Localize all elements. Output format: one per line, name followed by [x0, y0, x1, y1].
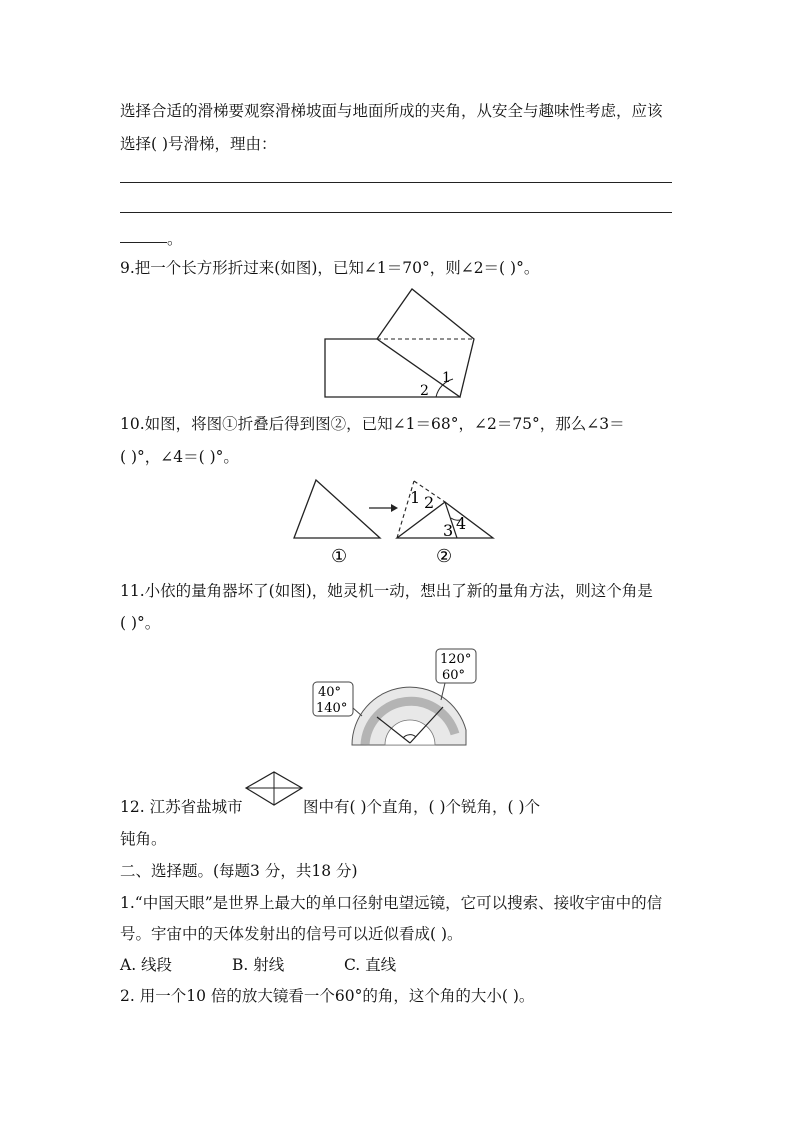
q10-angle-label-4: 4 [456, 514, 467, 533]
q10-angle-label-2: 2 [424, 493, 435, 512]
slide-question-line-1: 选择合适的滑梯要观察滑梯坡面与地面所成的夹角，从安全与趣味性考虑，应该 [120, 102, 663, 120]
section-2-q1-line-1: 1.“中国天眼”是世界上最大的单口径射电望远镜，它可以搜索、接收宇宙中的信 [120, 894, 663, 912]
section-2-q1-option-b[interactable]: B. 射线 [232, 956, 285, 974]
q11-callout-right-value-1: 120° [440, 652, 472, 667]
question-11-line-1: 11.小依的量角器坏了(如图)，她灵机一动，想出了新的量角方法，则这个角是 [120, 582, 653, 600]
q11-callout-right-value-2: 60° [442, 668, 466, 683]
q10-angle-label-3: 3 [443, 521, 454, 540]
q9-angle-label-2: 2 [420, 383, 429, 399]
section-2-title: 二、选择题。(每题3 分，共18 分) [120, 862, 358, 880]
q10-figure-2-caption: ② [436, 546, 453, 567]
q10-figure-1-caption: ① [331, 546, 348, 567]
q11-callout-left-value-1: 40° [318, 685, 342, 700]
answer-line-end: 。 [167, 230, 183, 248]
question-12-prefix: 12. 江苏省盐城市 [120, 798, 243, 816]
section-2-q1-line-2: 号。宇宙中的天体发射出的信号可以近似看成( )。 [120, 925, 463, 943]
q11-callout-left-value-2: 140° [316, 701, 348, 716]
section-2-q1-option-a[interactable]: A. 线段 [120, 956, 173, 974]
section-2-q1-option-c[interactable]: C. 直线 [344, 956, 397, 974]
question-12-line-2: 钝角。 [120, 830, 167, 848]
section-2-q2-line-1: 2. 用一个10 倍的放大镜看一个60°的角，这个角的大小( )。 [120, 987, 535, 1005]
q10-angle-label-1: 1 [410, 488, 421, 507]
q9-angle-label-1: 1 [442, 370, 451, 386]
slide-question-line-2: 选择( )号滑梯，理由： [120, 135, 277, 153]
question-11-line-2: ( )°。 [120, 614, 161, 632]
question-12-line-1-suffix: 图中有( )个直角，( )个锐角，( )个 [303, 798, 541, 816]
question-10-line-1: 10.如图，将图①折叠后得到图②，已知∠1＝68°，∠2＝75°，那么∠3＝ [120, 415, 625, 433]
question-9-text: 9.把一个长方形折过来(如图)，已知∠1＝70°，则∠2＝( )°。 [120, 259, 540, 277]
question-10-line-2: ( )°，∠4＝( )°。 [120, 448, 239, 466]
